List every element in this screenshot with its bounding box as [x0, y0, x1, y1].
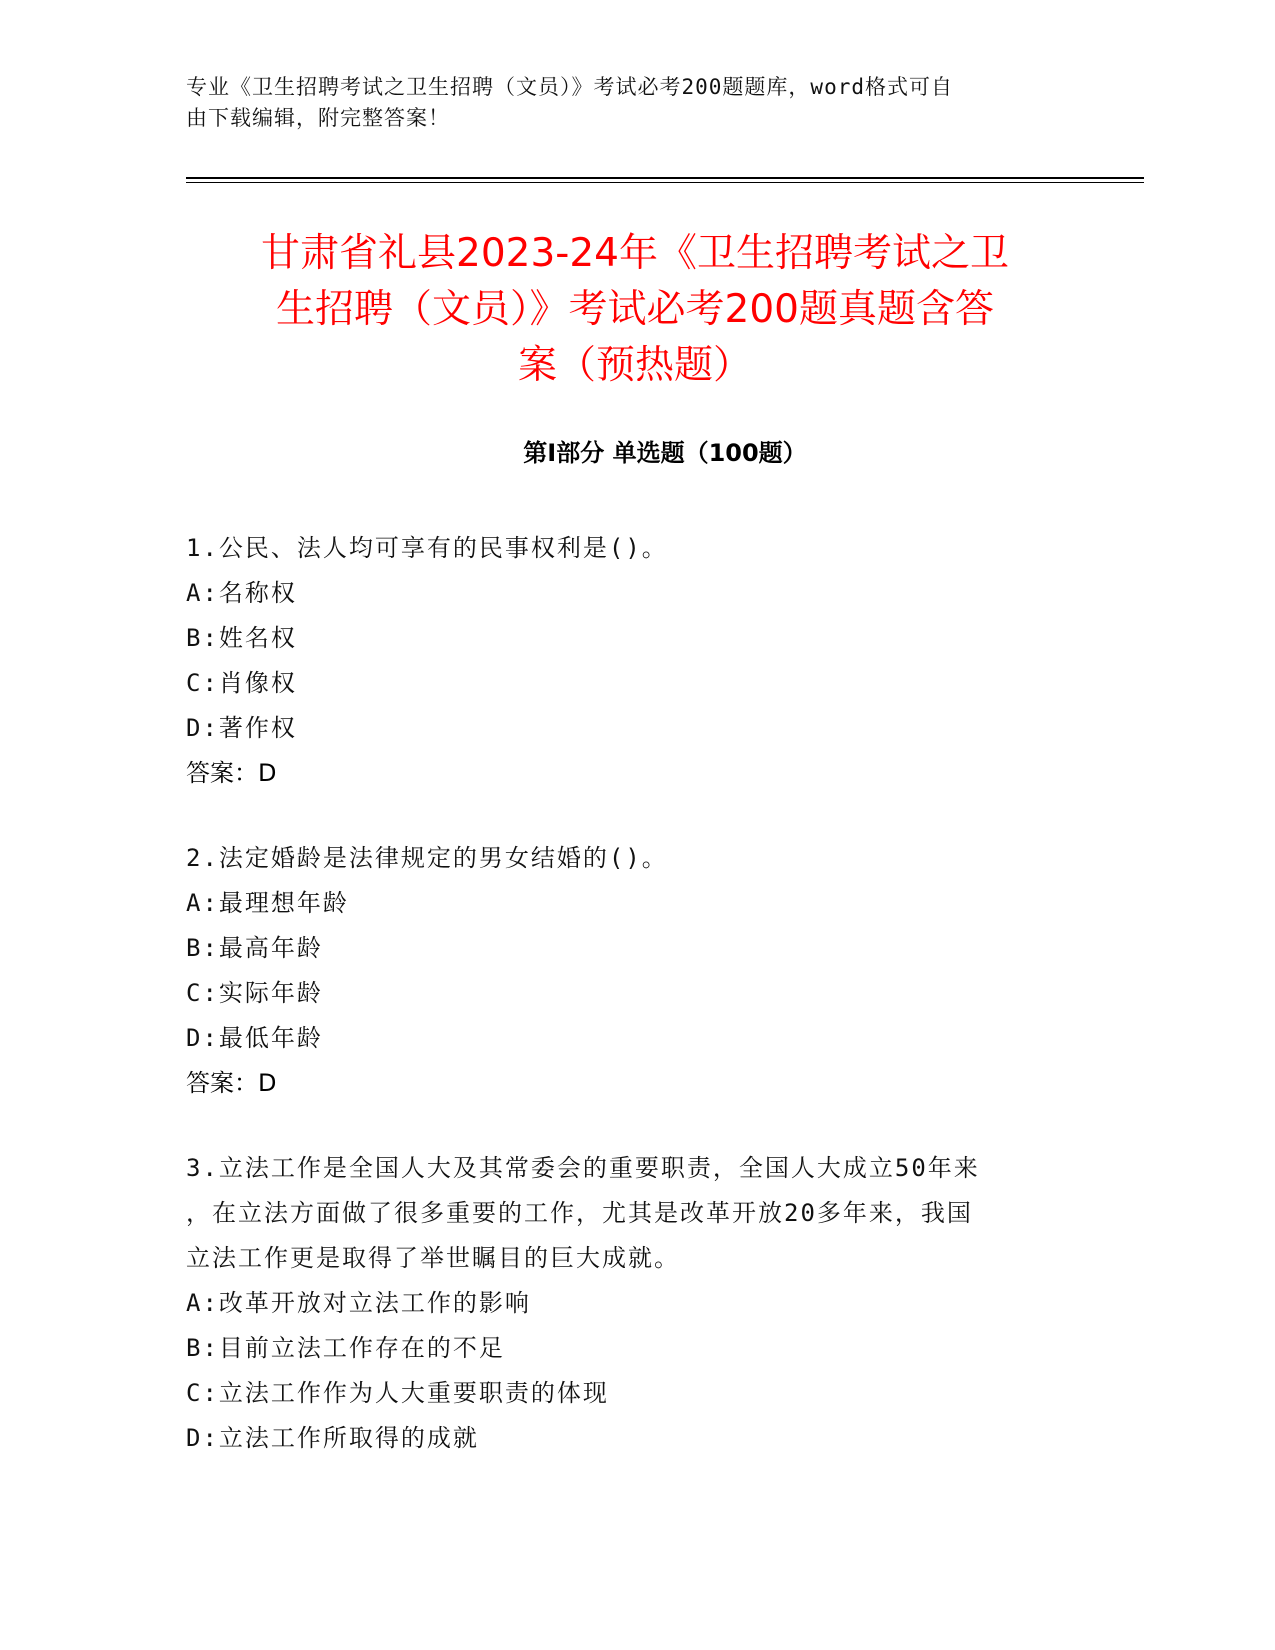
question-stem: 1.公民、法人均可享有的民事权利是()。 [186, 534, 668, 562]
option-a: A:最理想年龄 [186, 889, 349, 917]
answer-line: 答案：D [186, 759, 277, 787]
header-divider-thin [186, 182, 1144, 183]
option-c: C:肖像权 [186, 669, 297, 697]
option-a: A:名称权 [186, 579, 297, 607]
option-d: D:立法工作所取得的成就 [186, 1424, 479, 1452]
answer-line: 答案：D [186, 1069, 277, 1097]
question-stem: 2.法定婚龄是法律规定的男女结婚的()。 [186, 844, 668, 872]
question-list [186, 526, 1066, 1501]
document-title [190, 226, 1080, 394]
option-b: B:姓名权 [186, 624, 297, 652]
question-stem-line: 立法工作更是取得了举世瞩目的巨大成就。 [186, 1244, 680, 1272]
option-b: B:最高年龄 [186, 934, 323, 962]
header-note-line: 专业《卫生招聘考试之卫生招聘（文员）》考试必考200题题库，word格式可自 [186, 75, 953, 99]
document-title-line: 甘肃省礼县2023-24年《卫生招聘考试之卫 [261, 231, 1009, 276]
section-title: 第Ⅰ部分 单选题（100题） [523, 439, 807, 467]
option-c: C:实际年龄 [186, 979, 323, 1007]
document-title-line: 生招聘（文员）》考试必考200题真题含答 [276, 287, 994, 332]
option-d: D:最低年龄 [186, 1024, 323, 1052]
header-note-line: 由下载编辑，附完整答案！ [186, 106, 450, 130]
header-divider-thick [186, 177, 1144, 179]
option-d: D:著作权 [186, 714, 297, 742]
question-item [186, 526, 1066, 796]
option-a: A:改革开放对立法工作的影响 [186, 1289, 531, 1317]
question-stem-line: 3.立法工作是全国人大及其常委会的重要职责，全国人大成立50年来 [186, 1154, 980, 1182]
document-title-line: 案（预热题） [517, 343, 752, 388]
option-b: B:目前立法工作存在的不足 [186, 1334, 505, 1362]
question-item [186, 836, 1066, 1106]
question-item [186, 1146, 1066, 1461]
header-note [186, 72, 1066, 134]
option-c: C:立法工作作为人大重要职责的体现 [186, 1379, 609, 1407]
question-stem-line: ，在立法方面做了很多重要的工作，尤其是改革开放20多年来，我国 [186, 1199, 973, 1227]
